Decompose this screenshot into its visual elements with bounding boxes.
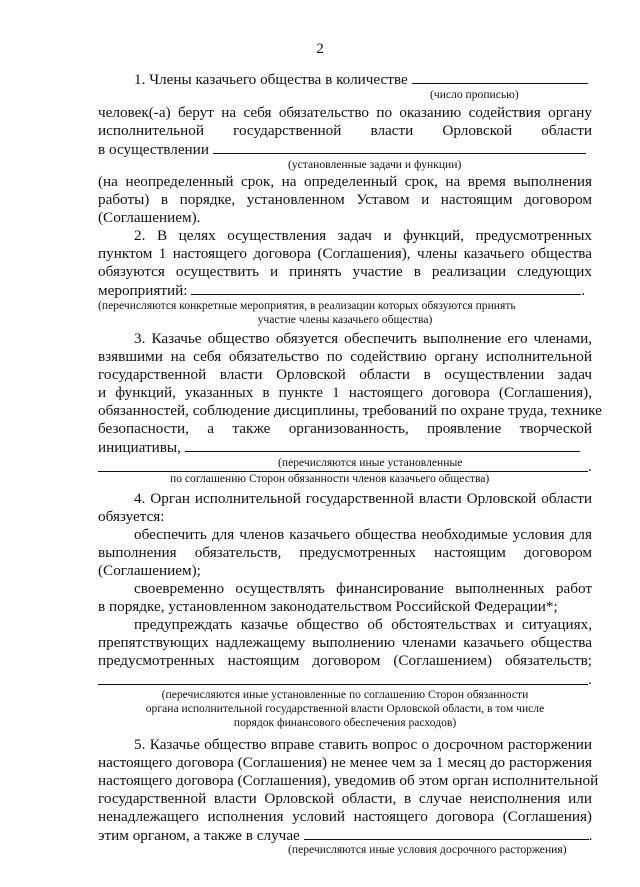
clause-4-line-5: (Соглашением); [98,562,201,579]
clause-4-line-7: в порядке, установленном законодательством Российской Федерации*; [98,598,558,615]
clause-4-line-8: предупреждать казачье общество об обстоятельствах и ситуациях, [134,616,592,633]
clause-3-line-1: 3. Казачье общество обязуется обеспечить выполнение его членами, [134,330,592,347]
note-authority-duties-3: порядок финансового обеспечения расходов) [233,716,457,729]
clause-2-line-2: пунктом 1 настоящего договора (Соглашения), члены казачьего общества [98,245,592,262]
clause-4-line-6: своевременно осуществлять финансирование выполненных работ [134,580,592,597]
clause-1-line-4: в осуществлении [98,140,592,159]
clause-5-line-5: ненадлежащего исполнения условий настоящего договора (Соглашения) [98,808,592,825]
clause-1-line-5: (на неопределенный срок, на определенный срок, на время выполнения [98,173,592,190]
clause-4-line-3: обеспечить для членов казачьего общества необходимые условия для [134,526,592,543]
clause-3-line-6: безопасности, а также организованность, проявление творческой [98,420,592,437]
page-number: 2 [316,40,324,57]
clause-4-line-4: выполнения обязательств, предусмотренных настоящим договором [98,544,592,561]
clause-1-line-6: работы) в порядке, установленном Уставом и настоящим договором [98,191,592,208]
clause-1-line-2: человек(-а) берут на себя обязательство по оказанию содействия органу [98,104,592,121]
clause-5-line-6: этим органом, а также в случае . [98,827,593,844]
note-other-duties-1: (перечисляются иные установленные [278,456,463,469]
blank-field [412,70,588,84]
clause-3-line-7: инициативы, [98,438,592,457]
blank-field [213,140,586,154]
clause-1-line-7: (Соглашением). [98,209,201,226]
clause-5-line-1: 5. Казачье общество вправе ставить вопрос о досрочном расторжении [134,736,592,753]
clause-1-line-1: 1. Члены казачьего общества в количестве [134,70,592,89]
note-number-in-words: (число прописью) [430,88,519,101]
note-authority-duties-2: органа исполнительной государственной власти Орловской области, в том числе [145,702,545,715]
clause-4-line-1: 4. Орган исполнительной государственной власти Орловской области [134,490,592,507]
clause-5-line-4: государственной власти Орловской области, в случае неисполнения или [98,790,592,807]
blank-field [191,281,581,295]
clause-2-line-1: 2. В целях осуществления задач и функций, предусмотренных [134,227,592,244]
clause-2-line-3: обязуются осуществить и принять участие в реализации следующих [98,263,592,280]
blank-field [185,438,580,452]
clause-5-line-2: настоящего договора (Соглашения) не менее чем за 1 месяц до расторжения [98,754,592,771]
note-authority-duties-1: (перечисляются иные установленные по соглашению Сторон обязанности [161,688,529,701]
note-other-duties-2: по соглашению Сторон обязанности членов казачьего общества) [170,472,490,485]
clause-1-line-3: исполнительной государственной власти Орловской области [98,122,592,139]
clause-4-line-2: обязуется: [98,508,165,525]
clause-3-line-4: и функций, указанных в пункте 1 настоящего договора (Соглашения), [98,384,592,401]
clause-2-line-4: мероприятий: . [98,282,586,299]
blank-line [98,684,588,685]
note-activities-1: (перечисляются конкретные мероприятия, в реализации которых обязуются принять [98,299,516,312]
blank-field [304,826,589,840]
clause-3-line-3: государственной власти Орловской области в осуществлении задач [98,366,592,383]
clause-4-line-9: препятствующих надлежащему выполнению членами казачьего общества [98,634,592,651]
clause-4-line-10: предусмотренных настоящим договором (Соглашением) обязательств; [98,652,592,669]
clause-3-line-2: взявшими на себя обязательство по содействию органу исполнительной [98,348,592,365]
line-end-period: . [588,671,592,688]
clause-5-line-3: настоящего договора (Соглашения), уведомив об этом орган исполнительной [98,772,599,789]
note-activities-2: участие члены казачьего общества) [257,313,433,326]
line-end-period: . [588,458,592,475]
clause-3-line-5: обязанностей, соблюдение дисциплины, требований по охране труда, технике [98,402,602,419]
note-termination-conditions: (перечисляются иные условия досрочного расторжения) [288,843,567,856]
note-tasks-functions: (установленные задачи и функции) [288,158,462,171]
